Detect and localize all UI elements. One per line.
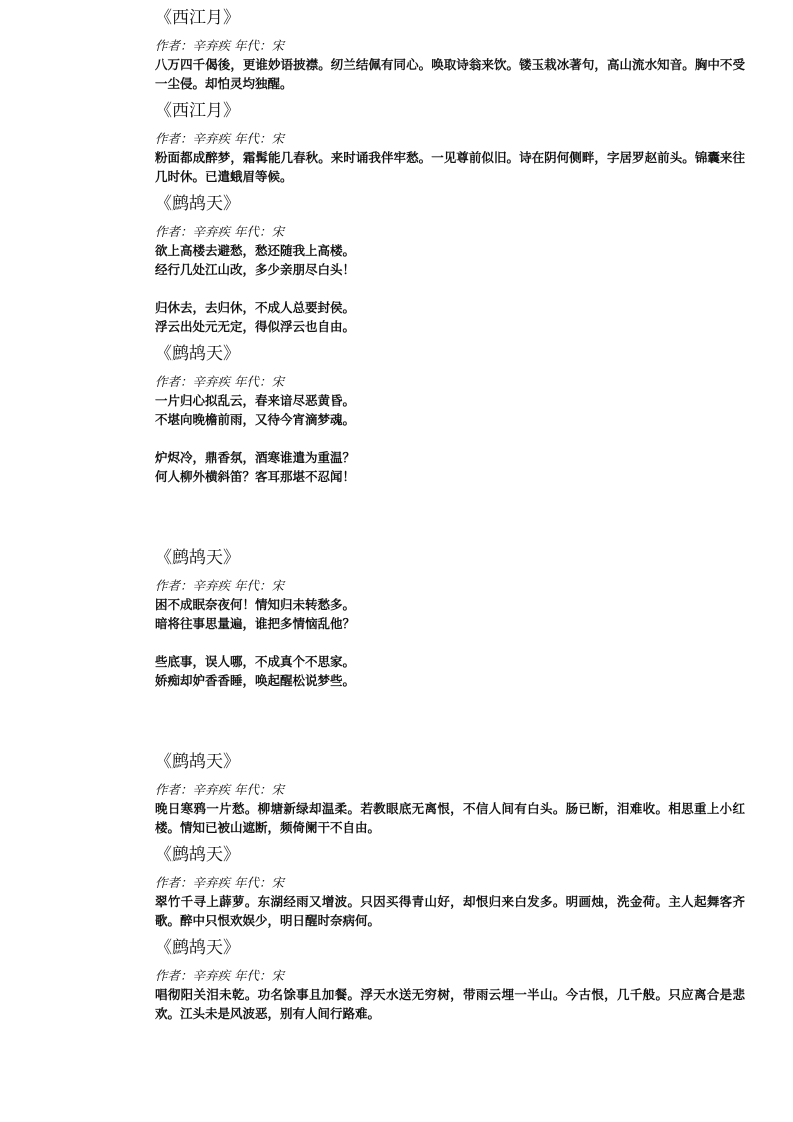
verse-line: 炉烬冷，鼎香氛，酒寒谁遣为重温？: [155, 450, 356, 465]
poem: [155, 6, 745, 93]
poem-meta: 作者：辛弃疾 年代：宋: [155, 131, 284, 146]
poem-body: 唱彻阳关泪未乾。功名馀事且加餐。浮天水送无穷树，带雨云埋一半山。今古恨，几千般。只应离合是悲欢。江头未是风波恶，别有人间行路难。: [155, 987, 745, 1021]
verse-line: 暗将往事思量遍，谁把多情恼乱他？: [155, 616, 356, 631]
poem-title: 《鹧鸪天》: [155, 344, 240, 364]
poem-body: [155, 241, 745, 336]
verse-line: 困不成眠奈夜何！情知归未转愁多。: [155, 597, 356, 612]
poem-meta: 作者：辛弃疾 年代：宋: [155, 782, 284, 797]
poem-title: 《西江月》: [155, 101, 240, 121]
poem: [155, 936, 745, 1023]
verse-line: 不堪向晚檐前雨，又待今宵滴梦魂。: [155, 412, 356, 427]
verse-line: 些底事，误人哪，不成真个不思家。: [155, 654, 356, 669]
verse-line: 经行几处江山改，多少亲朋尽白头！: [155, 262, 356, 277]
poem-meta: 作者：辛弃疾 年代：宋: [155, 578, 284, 593]
verse-line: 一片归心拟乱云，春来谙尽恶黄昏。: [155, 393, 356, 408]
poem-body: 晚日寒鸦一片愁。柳塘新绿却温柔。若教眼底无离恨，不信人间有白头。肠已断，泪难收。相思重上小红楼。情知已被山遮断，频倚阑干不自由。: [155, 801, 745, 835]
poem: [155, 192, 745, 336]
poem-title: 《鹧鸪天》: [155, 548, 240, 568]
verse-line: 何人柳外横斜笛？客耳那堪不忍闻！: [155, 469, 356, 484]
poem: [155, 342, 745, 486]
poem-title: 《西江月》: [155, 8, 240, 28]
poem-meta: 作者：辛弃疾 年代：宋: [155, 374, 284, 389]
poem-title: 《鹧鸪天》: [155, 752, 240, 772]
poem: [155, 843, 745, 930]
verse-line: 归休去，去归休，不成人总要封侯。: [155, 300, 356, 315]
poem-body: [155, 391, 745, 486]
poem: [155, 750, 745, 837]
poem-title: 《鹧鸪天》: [155, 845, 240, 865]
poem-body: 八万四千偈後，更谁妙语披襟。纫兰结佩有同心。唤取诗翁来饮。镂玉栽冰著句，高山流水知音。胸中不受一尘侵。却怕灵均独醒。: [155, 57, 745, 91]
poem-title: 《鹧鸪天》: [155, 938, 240, 958]
document-page: [155, 6, 745, 1023]
poem: [155, 99, 745, 186]
poem-body: 粉面都成醉梦，霜髯能几春秋。来时诵我伴牢愁。一见尊前似旧。诗在阴何侧畔，字居罗赵前头。锦囊来往几时休。已遣蛾眉等候。: [155, 150, 745, 184]
poem-meta: 作者：辛弃疾 年代：宋: [155, 968, 284, 983]
poem-meta: 作者：辛弃疾 年代：宋: [155, 38, 284, 53]
verse-line: 欲上高楼去避愁，愁还随我上高楼。: [155, 243, 356, 258]
poem-meta: 作者：辛弃疾 年代：宋: [155, 875, 284, 890]
verse-line: 娇痴却妒香香睡，唤起醒松说梦些。: [155, 673, 356, 688]
poem: [155, 546, 745, 690]
poem-title: 《鹧鸪天》: [155, 194, 240, 214]
poem-body: [155, 595, 745, 690]
poem-meta: 作者：辛弃疾 年代：宋: [155, 224, 284, 239]
verse-line: 浮云出处元无定，得似浮云也自由。: [155, 319, 356, 334]
poem-body: 翠竹千寻上薜萝。东湖经雨又增波。只因买得青山好，却恨归来白发多。明画烛，洗金荷。主人起舞客齐歌。醉中只恨欢娱少，明日醒时奈病何。: [155, 894, 745, 928]
